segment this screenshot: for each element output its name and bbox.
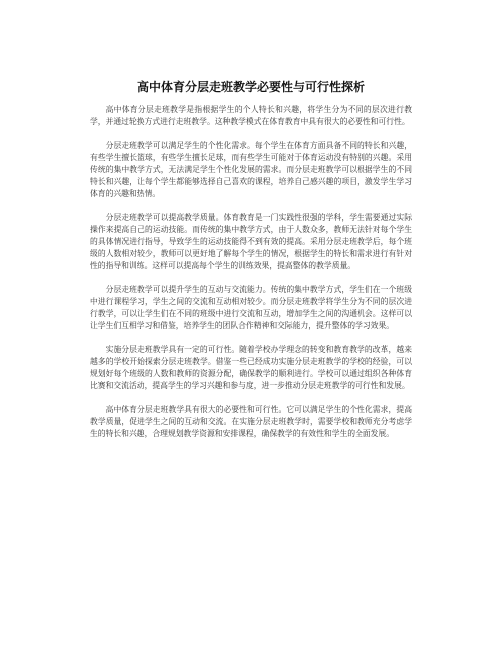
document-title: 高中体育分层走班教学必要性与可行性探析 [136, 80, 365, 94]
paragraph-individual-needs: 分层走班教学可以满足学生的个性化需求。每个学生在体育方面具备不同的特长和兴趣，有些学生擅长篮球，有些学生擅长足球，而有些学生可能对于体育运动没有特别的兴趣。采用传统的集中教学方式，无法满足学生个性化发展的需求。而分层走班教学可以根据学生的不同特长和兴趣，让每个学生都能够选择自己喜欢的课程，培养自己感兴趣的项目，激发学生学习体育的兴趣和热情。 [90, 141, 412, 198]
paragraph-interaction: 分层走班教学可以提升学生的互动与交流能力。传统的集中教学方式，学生们在一个班级中进行课程学习，学生之间的交流和互动相对较少。而分层走班教学将学生分为不同的层次进行教学，可以让学生们在不同的班级中进行交流和互动，增加学生之间的沟通机会。这样可以让学生们互相学习和借鉴，培养学生的团队合作精神和交际能力，提升整体的学习效果。 [90, 285, 412, 330]
paragraph-teaching-quality: 分层走班教学可以提高教学质量。体育教育是一门实践性很强的学科，学生需要通过实际操作来提高自己的运动技能。而传统的集中教学方式，由于人数众多，教师无法针对每个学生的具体情况进行指导，导致学生的运动技能得不到有效的提高。采用分层走班教学后，每个班级的人数相对较少，教师可以更好地了解每个学生的情况，根据学生的特长和需求进行有针对性的指导和训练。这样可以提高每个学生的训练效果，提高整体的教学质量。 [90, 213, 412, 270]
paragraph-intro: 高中体育分层走班教学是指根据学生的个人特长和兴趣，将学生分为不同的层次进行教学，并通过轮换方式进行走班教学。这种教学模式在体育教育中具有很大的必要性和可行性。 [90, 105, 412, 126]
paragraph-conclusion: 高中体育分层走班教学具有很大的必要性和可行性。它可以满足学生的个性化需求，提高教学质量，促进学生之间的互动和交流。在实施分层走班教学时，需要学校和教师充分考虑学生的特长和兴趣，合理规划教学资源和安排课程，确保教学的有效性和学生的全面发展。 [90, 405, 412, 438]
paragraph-feasibility: 实施分层走班教学具有一定的可行性。随着学校办学理念的转变和教育教学的改革，越来越多的学校开始探索分层走班教学。借鉴一些已经成功实施分层走班教学的学校的经验，可以规划好每个班级的人数和教师的资源分配，确保教学的顺利进行。学校可以通过组织各种体育比赛和交流活动，提高学生的学习兴趣和参与度，进一步推动分层走班教学的可行性和发展。 [90, 345, 412, 390]
document-body [90, 104, 412, 452]
